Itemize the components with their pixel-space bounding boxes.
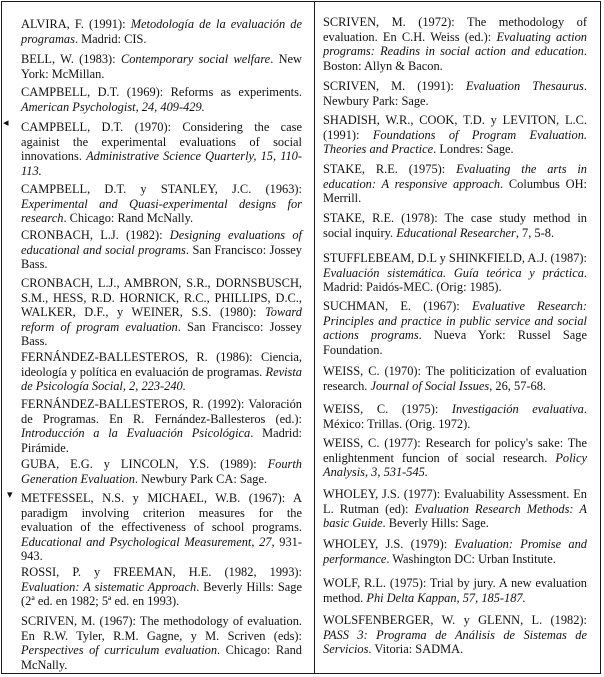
reference-entry: CRONBACH, L.J., AMBRON, S.R., DORNSBUSCH, S.M., HESS, R.D. HORNICK, R.C., PHILLIPS, D.C., WALKER, D.F., y WEINER, S.S. (1980): Toward reform of program evaluation. San Francisco: Jossey Bass. [21,276,302,349]
reference-entry: GUBA, E.G. y LINCOLN, Y.S. (1989): Fourth Generation Evaluation. Newbury Park CA: Sage. [21,457,302,486]
reference-entry: CAMPBELL, D.T. y STANLEY, J.C. (1963): Experimental and Quasi-experimental designs for research. Chicago: Rand McNally. [21,182,302,226]
reference-entry: SCRIVEN, M. (1991): Evaluation Thesaurus. Newbury Park: Sage. [323,79,587,108]
reference-entry: FERNÁNDEZ-BALLESTEROS, R. (1992): Valoración de Programas. En R. Fernández-Ballesteros (ed.): Introducción a la Evaluación Psicológica. Madrid: Pirámide. [21,397,302,455]
reference-entry: ALVIRA, F. (1991): Metodología de la evaluación de programas. Madrid: CIS. [21,17,302,46]
reference-entry: SUCHMAN, E. (1967): Evaluative Research: Principles and practice in public service and social actions programs. Nueva York: Russel Sage Foundation. [323,299,587,357]
reference-entry: WOLF, R.L. (1975): Trial by jury. A new evaluation method. Phi Delta Kappan, 57, 185-187. [323,576,587,605]
reference-entry: BELL, W. (1983): Contemporary social welfare. New York: McMillan. [21,52,303,81]
column-divider [314,1,315,674]
margin-mark: ▾ [7,489,13,501]
reference-entry: CRONBACH, L.J. (1982): Designing evaluations of educational and social programs. San Francisco: Jossey Bass. [21,228,302,272]
reference-entry: WEISS, C. (1977): Research for policy's sake: The enlightenment funcion of social research. Policy Analysis, 3, 531-545. [323,436,587,480]
reference-entry: STAKE, R.E. (1975): Evaluating the arts in education: A responsive approach. Columbus OH: Merrill. [323,162,587,206]
reference-entry: ROSSI, P. y FREEMAN, H.E. (1982, 1993): Evaluation: A sistematic Approach. Beverly Hills: Sage (2ª ed. en 1982; 5ª ed. en 1993). [21,565,302,609]
reference-entry: METFESSEL, N.S. y MICHAEL, W.B. (1967): A paradigm involving criterion measures for the evaluation of the effectiveness of school programs. Educational and Psychological Measurement, 27, 931-943. [21,491,302,564]
reference-entry: WEISS, C. (1970): The politicization of evaluation research. Journal of Social Issues, 26, 57-68. [323,364,587,393]
reference-entry: STUFFLEBEAM, D.L y SHINKFIELD, A.J. (1987): Evaluación sistemática. Guía teórica y práctica. Madrid: Paidós-MEC. (Orig: 1985). [323,251,587,295]
reference-entry: CAMPBELL, D.T. (1969): Reforms as experiments. American Psychologist, 24, 409-429. [21,85,302,114]
reference-entry: WEISS, C. (1975): Investigación evaluativa. México: Trillas. (Orig. 1972). [323,402,587,431]
reference-entry: SCRIVEN, M. (1967): The methodology of evaluation. En R.W. Tyler, R.M. Gagne, y M. Scriven (eds): Perspectives of curriculum evaluation. Chicago: Rand McNally. [21,614,302,672]
reference-entry: WHOLEY, J.S. (1979): Evaluation: Promise and performance. Washington DC: Urban Institute. [323,537,587,566]
reference-entry: WHOLEY, J.S. (1977): Evaluability Assessment. En L. Rutman (ed): Evaluation Research Methods: A basic Guide. Beverly Hills: Sage. [323,487,587,531]
reference-entry: WOLSFENBERGER, W. y GLENN, L. (1982): PASS 3: Programa de Análisis de Sistemas de Servicios. Vitoria: SADMA. [323,613,587,657]
reference-entry: CAMPBELL, D.T. (1970): Considering the case againist the experimental evaluations of social innovations. Administrative Science Quarterly, 15, 110-113. [21,120,302,178]
reference-entry: SHADISH, W.R., COOK, T.D. y LEVITON, L.C. (1991): Foundations of Program Evaluation. Theories and Practice. Londres: Sage. [323,113,587,157]
margin-mark: ◂ [3,117,9,129]
reference-entry: SCRIVEN, M. (1972): The methodology of evaluation. En C.H. Weiss (ed.): Evaluating action programs: Readins in social action and education. Boston: Allyn & Bacon. [323,15,587,73]
reference-entry: FERNÁNDEZ-BALLESTEROS, R. (1986): Ciencia, ideología y política en evaluación de programas. Revista de Psicología Social, 2, 223-240. [21,350,302,394]
reference-entry: STAKE, R.E. (1978): The case study method in social inquiry. Educational Researcher, 7, 5-8. [323,211,587,240]
